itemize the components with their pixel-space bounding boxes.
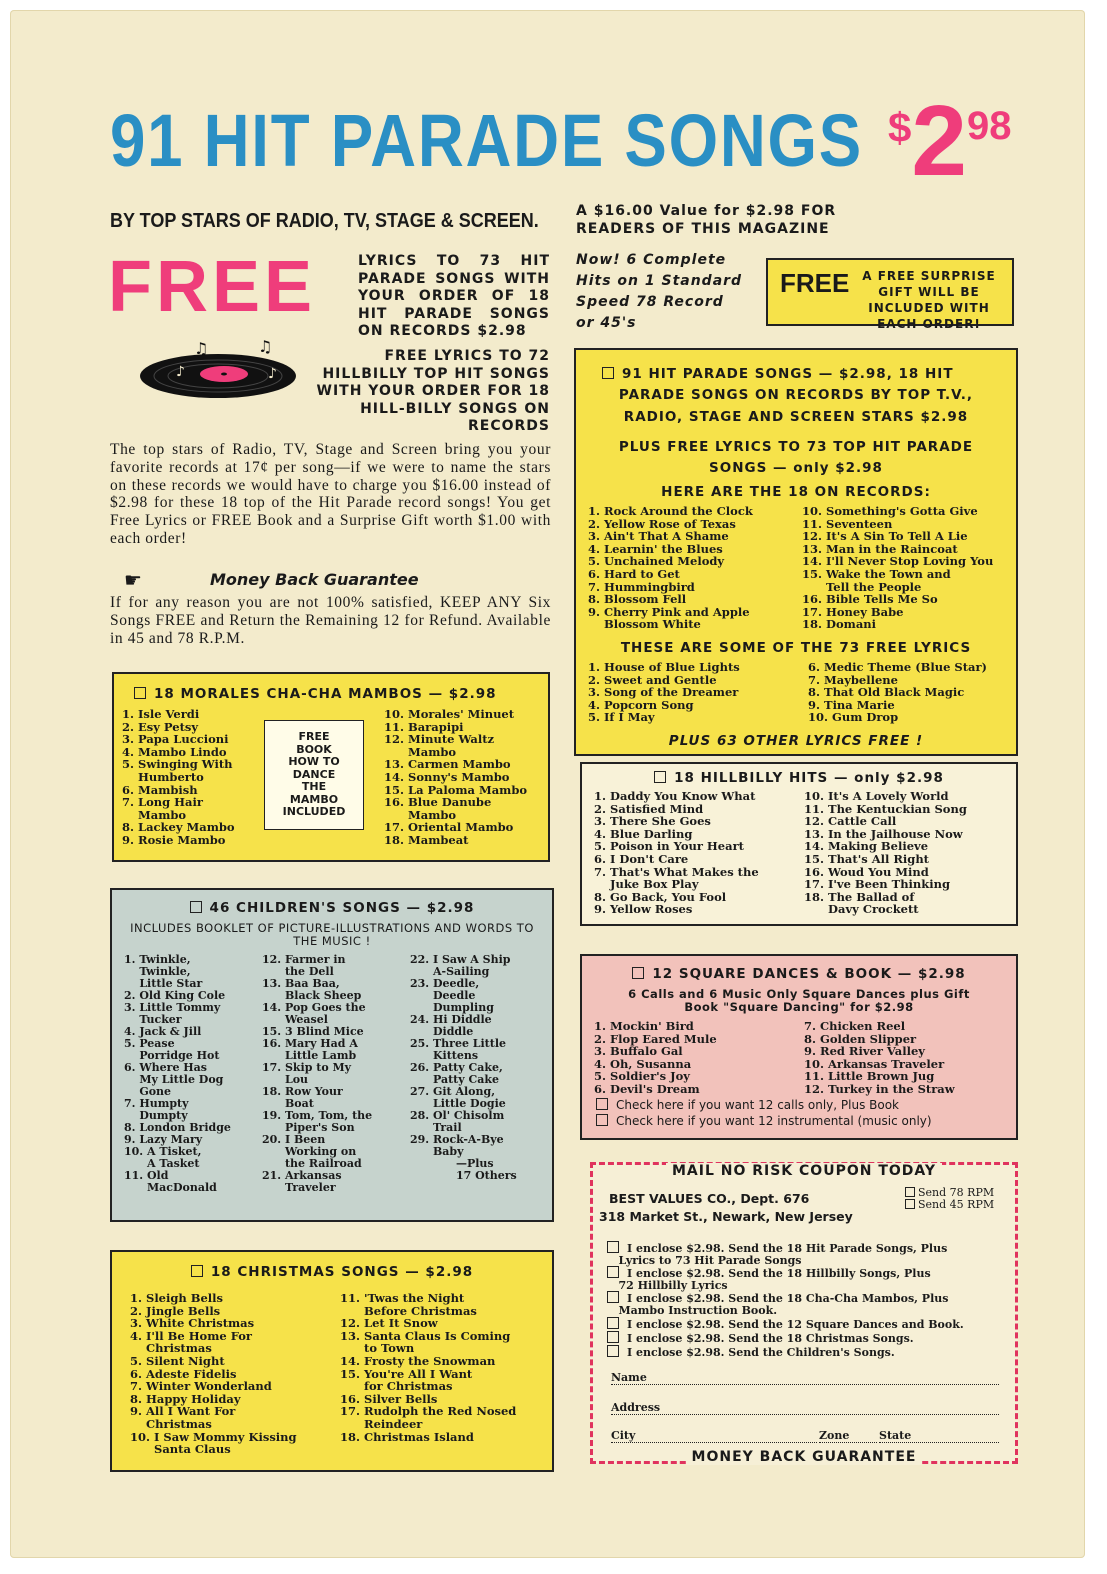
state-field[interactable]: State xyxy=(879,1429,999,1443)
rpm-78-checkbox[interactable] xyxy=(905,1187,915,1197)
coupon-option-hit-parade[interactable]: I enclose $2.98. Send the 18 Hit Parade Songs, Plus Lyrics to 73 Hit Parade Songs xyxy=(607,1241,947,1268)
hit-parade-box xyxy=(574,348,1018,756)
more-lyrics-note: PLUS 63 OTHER LYRICS FREE ! xyxy=(668,733,924,749)
rpm-45-option[interactable]: Send 45 RPM xyxy=(905,1199,994,1211)
childrens-note: INCLUDES BOOKLET OF PICTURE-ILLUSTRATIONS AND WORDS TO THE MUSIC ! xyxy=(130,921,534,948)
value-note: A $16.00 Value for $2.98 FOR READERS OF THIS MAGAZINE xyxy=(576,203,837,237)
coupon-company: BEST VALUES CO., Dept. 676 xyxy=(609,1191,810,1206)
hit-parade-checkbox[interactable] xyxy=(602,367,614,379)
coupon-option-mambos[interactable]: I enclose $2.98. Send the 18 Cha-Cha Mambos, Plus Mambo Instruction Book. xyxy=(607,1291,948,1318)
records-heading: HERE ARE THE 18 ON RECORDS: xyxy=(661,484,931,500)
free-gift-box xyxy=(766,258,1014,331)
hit-parade-title-3: RADIO, STAGE AND SCREEN STARS $2.98 xyxy=(623,409,969,425)
free-gift-text: A FREE SURPRISE GIFT WILL BE INCLUDED WITH EACH ORDER! xyxy=(862,269,996,331)
childrens-title: 46 CHILDREN'S SONGS — $2.98 xyxy=(112,900,552,916)
hillbilly-box xyxy=(580,762,1018,926)
childrens-col-3: 22. I Saw A Ship A-Sailing 23. Deedle, Deedle Dumpling 24. Hi Diddle Diddle 25. Three Little Kittens 26. Patty Cake, Patty Cake 27. Git Along, Little Dogie 28. Ol' Chisolm Trail 29. Rock-A-Bye Baby —Plus 17 Others xyxy=(410,953,517,1182)
childrens-col-1: 1. Twinkle, Twinkle, Little Star 2. Old King Cole 3. Little Tommy Tucker 4. Jack & Jill 5. Pease Porridge Hot 6. Where Has My Little Dog Gone 7. Humpty Dumpty 8. London Bridge 9. Lazy Mary 10. A Tisket, A Tasket 11. Old MacDonald xyxy=(124,953,231,1194)
calls-checkbox[interactable] xyxy=(596,1098,608,1110)
intro-paragraph: The top stars of Radio, TV, Stage and Screen bring you your favorite records at 17¢ per song—if we were to name the stars on these records we would have to charge you $16.00 instead of $2.98 for these 18 top of the Hit Parade record songs! You get Free Lyrics or FREE Book and a Surprise Gift worth $1.00 with each order! xyxy=(110,441,551,547)
lyrics-offer-2: FREE LYRICS TO 72 HILLBILLY TOP HIT SONGS WITH YOUR ORDER FOR 18 HILL-BILLY SONGS ON RECORDS xyxy=(316,348,550,434)
rpm-45-checkbox[interactable] xyxy=(905,1199,915,1209)
record-icon xyxy=(138,336,298,402)
price-big: 2 xyxy=(911,85,967,197)
lyrics-heading: THESE ARE SOME OF THE 73 FREE LYRICS xyxy=(620,640,972,656)
coupon-option-christmas[interactable]: I enclose $2.98. Send the 18 Christmas Songs. xyxy=(607,1331,914,1345)
city-field[interactable]: City xyxy=(611,1429,817,1443)
square-dances-box xyxy=(580,954,1018,1140)
option-children-checkbox[interactable] xyxy=(607,1345,619,1357)
hillbilly-list-right: 10. It's A Lovely World 11. The Kentuckian Song 12. Cattle Call 13. In the Jailhouse Now 14. Making Believe 15. That's All Right 16. Woud You Mind 17. I've Been Thinking 18. The Ballad of Davy Crockett xyxy=(804,789,967,917)
order-coupon xyxy=(590,1162,1018,1464)
name-field[interactable]: Name xyxy=(611,1371,999,1385)
christmas-list-right: 11. 'Twas the Night Before Christmas 12. Let It Snow 13. Santa Claus Is Coming to Town 14. Frosty the Snowman 15. You're All I Want for Christmas 16. Silver Bells 17. Rudolph the Red Nosed Reindeer 18. Christmas Island xyxy=(340,1291,517,1444)
address-field[interactable]: Address xyxy=(611,1401,999,1415)
hit-parade-plus-1: PLUS FREE LYRICS TO 73 TOP HIT PARADE xyxy=(618,439,974,455)
square-dances-note: 6 Calls and 6 Music Only Square Dances plus Gift Book "Square Dancing" for $2.98 xyxy=(628,987,970,1014)
lyrics-offer-1: LYRICS TO 73 HIT PARADE SONGS WITH YOUR ORDER OF 18 HIT PARADE SONGS ON RECORDS $2.98 xyxy=(358,253,550,339)
instrumental-checkbox[interactable] xyxy=(596,1114,608,1126)
christmas-box xyxy=(110,1250,554,1472)
childrens-box xyxy=(110,888,554,1222)
option-mambos-checkbox[interactable] xyxy=(607,1291,619,1303)
mambos-list-right: 10. Morales' Minuet 11. Barapipi 12. Minute Waltz Mambo 13. Carmen Mambo 14. Sonny's Mambo 15. La Paloma Mambo 16. Blue Danube Mambo 17. Oriental Mambo 18. Mambeat xyxy=(384,707,528,847)
price-cents: 98 xyxy=(966,104,1012,148)
subheadline: BY TOP STARS OF RADIO, TV, STAGE & SCREEN. xyxy=(110,210,539,232)
hillbilly-title: 18 HILLBILLY HITS — only $2.98 xyxy=(582,770,1016,786)
headline: 91 HIT PARADE SONGS xyxy=(110,99,863,182)
square-list-left: 1. Mockin' Bird 2. Flop Eared Mule 3. Buffalo Gal 4. Oh, Susanna 5. Soldier's Joy 6. Devil's Dream xyxy=(594,1019,717,1096)
christmas-title: 18 CHRISTMAS SONGS — $2.98 xyxy=(112,1264,552,1280)
mambos-list-left: 1. Isle Verdi 2. Esy Petsy 3. Papa Luccioni 4. Mambo Lindo 5. Swinging With Humberto 6. Mambish 7. Long Hair Mambo 8. Lackey Mambo 9. Rosie Mambo xyxy=(122,707,235,847)
square-dances-title: 12 SQUARE DANCES & BOOK — $2.98 xyxy=(582,966,1016,982)
square-list-right: 7. Chicken Reel 8. Golden Slipper 9. Red River Valley 10. Arkansas Traveler 11. Little Brown Jug 12. Turkey in the Straw xyxy=(804,1019,955,1096)
hit-parade-title-2: PARADE SONGS ON RECORDS BY TOP T.V., xyxy=(618,387,974,403)
coupon-option-square[interactable]: I enclose $2.98. Send the 12 Square Dances and Book. xyxy=(607,1317,964,1331)
hillbilly-checkbox[interactable] xyxy=(654,771,666,783)
coupon-footer: MONEY BACK GUARANTEE xyxy=(593,1449,1015,1465)
guarantee-text: If for any reason you are not 100% satisfied, KEEP ANY Six Songs FREE and Return the Remaining 12 for Refund. Available in 45 and 78 R.P.M. xyxy=(110,594,551,647)
comic-back-cover xyxy=(10,10,1085,1558)
childrens-col-2: 12. Farmer in the Dell 13. Baa Baa, Black Sheep 14. Pop Goes the Weasel 15. 3 Blind Mice 16. Mary Had A Little Lamb 17. Skip to My Lou 18. Row Your Boat 19. Tom, Tom, the Piper's Son 20. I Been Working on the Railroad 21. Arkansas Traveler xyxy=(262,953,373,1194)
square-check-calls[interactable]: Check here if you want 12 calls only, Plus Book xyxy=(596,1098,899,1112)
option-hit-parade-checkbox[interactable] xyxy=(607,1241,619,1253)
square-dances-checkbox[interactable] xyxy=(632,967,644,979)
lyrics-list-left: 1. House of Blue Lights 2. Sweet and Gentle 3. Song of the Dreamer 4. Popcorn Song 5. If I May xyxy=(588,660,740,725)
records-list-right: 10. Something's Gotta Give 11. Seventeen 12. It's A Sin To Tell A Lie 13. Man in the Raincoat 14. I'll Never Stop Loving You 15. Wake the Town and Tell the People 16. Bible Tells Me So 17. Honey Babe 18. Domani xyxy=(802,504,994,632)
price-dollar: $ xyxy=(888,104,912,151)
price-tag xyxy=(888,85,1012,197)
coupon-option-hillbilly[interactable]: I enclose $2.98. Send the 18 Hillbilly Songs, Plus 72 Hillbilly Lyrics xyxy=(607,1266,931,1293)
records-list-left: 1. Rock Around the Clock 2. Yellow Rose of Texas 3. Ain't That A Shame 4. Learnin' the Blues 5. Unchained Melody 6. Hard to Get 7. Hummingbird 8. Blossom Fell 9. Cherry Pink and Apple Blossom White xyxy=(588,504,753,632)
hit-parade-title-1: 91 HIT PARADE SONGS — $2.98, 18 HIT xyxy=(602,366,954,382)
mambos-checkbox[interactable] xyxy=(134,687,146,699)
svg-text:♫: ♫ xyxy=(258,337,273,356)
coupon-option-children[interactable]: I enclose $2.98. Send the Children's Songs. xyxy=(607,1345,895,1359)
option-christmas-checkbox[interactable] xyxy=(607,1331,619,1343)
svg-text:♫: ♫ xyxy=(194,339,209,358)
option-hillbilly-checkbox[interactable] xyxy=(607,1266,619,1278)
option-square-checkbox[interactable] xyxy=(607,1317,619,1329)
free-word: FREE xyxy=(108,247,317,327)
hillbilly-list-left: 1. Daddy You Know What 2. Satisfied Mind 3. There She Goes 4. Blue Darling 5. Poison in Your Heart 6. I Don't Care 7. That's What Makes the Juke Box Play 8. Go Back, You Fool 9. Yellow Roses xyxy=(594,789,759,917)
christmas-checkbox[interactable] xyxy=(191,1265,203,1277)
pointing-hand-icon: ☛ xyxy=(124,568,142,592)
square-check-instrumental[interactable]: Check here if you want 12 instrumental (music only) xyxy=(596,1114,932,1128)
christmas-list-left: 1. Sleigh Bells 2. Jingle Bells 3. White Christmas 4. I'll Be Home For Christmas 5. Silent Night 6. Adeste Fidelis 7. Winter Wonderland 8. Happy Holiday 9. All I Want For Christmas 10. I Saw Mommy Kissing Santa Claus xyxy=(130,1291,297,1457)
mambos-title: 18 MORALES CHA-CHA MAMBOS — $2.98 xyxy=(134,686,497,702)
hit-parade-plus-2: SONGS — only $2.98 xyxy=(709,460,883,476)
childrens-checkbox[interactable] xyxy=(190,901,202,913)
record-format-note: Now! 6 Complete Hits on 1 Standard Speed 78 Record or 45's xyxy=(576,252,743,331)
rpm-78-option[interactable]: Send 78 RPM xyxy=(905,1187,994,1199)
coupon-title: MAIL NO RISK COUPON TODAY xyxy=(593,1163,1015,1179)
coupon-address: 318 Market St., Newark, New Jersey xyxy=(599,1209,853,1224)
zone-field[interactable]: Zone xyxy=(819,1429,877,1443)
free-gift-label: FREE xyxy=(780,268,850,298)
lyrics-list-right: 6. Medic Theme (Blue Star) 7. Maybellene 8. That Old Black Magic 9. Tina Marie 10. Gum Drop xyxy=(808,660,987,725)
guarantee-title: Money Back Guarantee xyxy=(210,570,419,589)
svg-text:♪: ♪ xyxy=(176,364,185,380)
free-mambo-book-note: FREE BOOK HOW TO DANCE THE MAMBO INCLUDED xyxy=(264,720,364,830)
svg-text:♪: ♪ xyxy=(268,366,277,382)
